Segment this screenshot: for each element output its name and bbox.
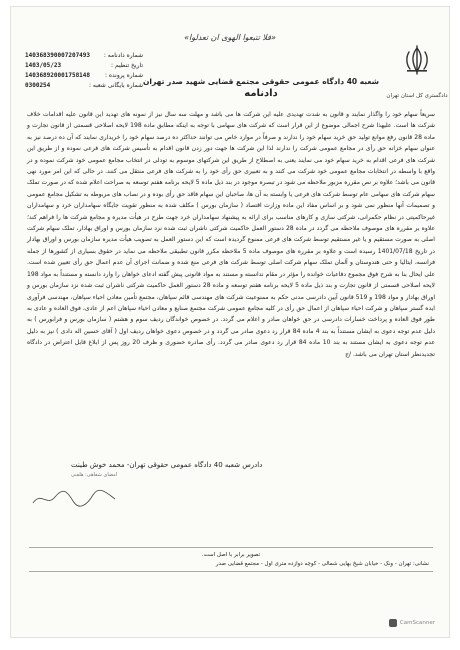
case-metadata — [25, 51, 143, 91]
document-footer — [27, 551, 435, 569]
meta-value: 140368920001758148 — [25, 72, 91, 79]
meta-label: شماره پرونده : — [104, 72, 143, 79]
ruling-body-text: سریعاً سهام خود را واگذار نمایند و قانون به شدت تهدیدی علیه این شرکت ها می باشد و مهلت سه سال نیز از نمونه های تهدید این قانون علیه اقدامات خلاف شرکت ها است. علیهذا شرح اجمالی موضوع از این قرار است که شرکت های سهامی با توجه به اینکه مطابق ماده 198 لایحه اصلاحی قسمتی از قانون تجارت و ماده 28 قانون رفع موانع تولید حق خرید سهام خود را ندارند و صرفاً در موارد خاص می توانند حداکثر ده درصد سهام خود را خریداری نمایند که آن ده درصد نیز به عنوان سهام خزانه حق رأی در مجامع عمومی شرکت را ندارند لذا این شرکت ها جهت دور زدن قانون اقدام به تأسیس شرکت های فرعی نموده و از طریق این شرکت های فرعی اقدام به خرید سهام خود می نمایند یعنی به اصطلاح از طریق این شرکتهای موسوم به تودلی در انتخاب مجامع عمومی خود شرکت نموده و در واقع با واسطه در انتخابات مجامع عمومی خود شرکت می کنند و به تعبیری حق رأی خود را به شرکت های فرعی منتقل می کنند. در حالی که این امر مورد نهی قانون می باشد؛ علاوه بر نص مقرره مزبور ملاحظه می شود در تبصره موجود در بند ذیل ماده 5 لایحه برنامه هفتم توسعه به صراحت اعلام شده که در صورت تملک سهام شرکت های سهامی عام توسط شرکت های فرعی یا وابسته به آن ها، صاحبان این سهام فاقد حق رأی بوده و در نصاب های مربوطه به تشکیل مجامع عمومی و تصمیمات آنها منظور نمی شود و بر اساس مفاد این ماده وزارت اقتصاد ( سازمان بورس ) مکلف شده به منظور تقویت جایگاه سهامداران خرد و سهامداران غیرحاکمیتی در نظام حکمرانی، شرکتی سازی و کارهای مناسب برای ارائه به پیشنهاد سهامداران خرد جهت طرح در هیأت مدیره و مجامع شرکت ها را فراهم کند؛ علاوه بر مقرره های موصوف ملاحظه می گردد در ماده 28 دستور العمل حاکمیت شرکتی ناشران ثبت شده نزد سازمان بورس و اوراق بهادار، تملک سهام شرکت اصلی به صورت مستقیم و یا غیر مستقیم توسط شرکت های فرعی ممنوع گردیده است که این دستور العمل به تصویب هیأت مدیره سازمان بورس و اوراق بهادار در تاریخ 1401/07/18 رسیده است و علاوه بر مقرره های موصوف ماده 5 ملاحظه مکرر قانون تطبیقی ملاحظه می نماید در حقوق بسیاری از کشورها از جمله فرانسه، ایتالیا و حتی هندوستان و آلمان تملک سهام شرکت اصلی توسط شرکت های فرعی منع شده و ضمانت اجرای آن عدم اعمال حق رأی تعیین شده است. علی ایحال بنا به شرح فوق مجموع دفاعیات خوانده را مؤثر در مقام ندانسته و مستند به مواد قانونی پیش گفته ادعای خواهان را وارد دانسته و مستنداً به مواد 198 لایحه اصلاحی قسمتی از قانون تجارت و بند ذیل ماده 5 لایحه برنامه هفتم توسعه و ماده 28 دستور العمل حاکمیت شرکتی ناشران ثبت شده نزد سازمان بورس و اوراق بهادار و مواد 198 و 519 قانون آیین دادرسی مدنی حکم به ممنوعیت شرکت های مهندسی قائم سپاهان، مجتمع تأمین معادن احیاء سپاهان، مهندسی فرآوری ایده گستر سپاهان و شرکت احیاء سپاهان از اعمال حق رأی در کلیه مجامع عمومی شرکت مجتمع صنایع و معادن احیاء سپاهان اعم از عادی، فوق العاده و عادی به طور فوق العاده و پرداخت خسارات دادرسی در حق خواهان صادر و اعلام می گردد. در خصوص خواندگان ردیف سوم و هشتم ( سازمان بورس و فرابورس ) به دلیل عدم توجه دعوی به ایشان مستنداً به بند 4 ماده 84 قرار رد دعوی صادر می گردد و در خصوص دعوی خواهان ردیف اول ( آقای حسین اله دادی ) نیز به دلیل عدم توجه دعوی به ایشان مستند به بند 10 ماده 84 قرار رد دعوی صادر می گردد. رأی صادره حضوری و ظرف 20 روز پس از ابلاغ قابل اعتراض در دادگاه تجدیدنظر استان تهران می باشد. /ج — [27, 111, 436, 358]
meta-row — [25, 51, 143, 61]
meta-value: 1403/05/23 — [25, 62, 62, 69]
meta-label: شماره بایگانی شعبه : — [88, 82, 143, 89]
meta-value: 140368390007207493 — [25, 52, 91, 59]
court-branch-title: شعبه 40 دادگاه عمومی حقوقی مجتمع قضایی شهید صدر تهران — [143, 77, 379, 86]
handwritten-signature-icon — [29, 487, 119, 509]
meta-label: تاریخ تنظیم : — [111, 62, 143, 69]
scanner-logo-icon — [389, 619, 397, 627]
header-motto: «فلا تتبعوا الهوی ان تعدلوا» — [184, 33, 276, 42]
judge-signature-block — [71, 460, 271, 480]
meta-row — [25, 81, 143, 91]
iran-emblem-icon — [399, 43, 435, 77]
certified-copy-stamp: تصویر برابر با اصل است. — [201, 552, 261, 558]
meta-label: شماره دادنامه : — [103, 52, 143, 59]
scanner-watermark — [389, 619, 435, 627]
meta-row — [25, 61, 143, 71]
signature-note: امضای شفاهی: هلفنی — [71, 472, 118, 478]
meta-value: 0300254 — [25, 82, 51, 89]
court-name: دادگستری کل استان تهران — [386, 93, 448, 99]
footer-divider — [29, 547, 433, 548]
document-type-title: دادنامه — [244, 88, 278, 99]
court-ruling-document — [10, 6, 450, 638]
judge-name-line: دادرس شعبه 40 دادگاه عمومی حقوقی تهران- محمد خوش طینت — [71, 461, 263, 469]
court-address: نشانی: تهران - ونک - خیابان شیخ بهایی شمالی - کوچه دوازده متری اول - مجتمع قضایی صدر — [215, 561, 429, 567]
scanner-label: CamScanner — [399, 620, 435, 626]
meta-row — [25, 71, 143, 81]
footer-divider — [29, 571, 433, 572]
